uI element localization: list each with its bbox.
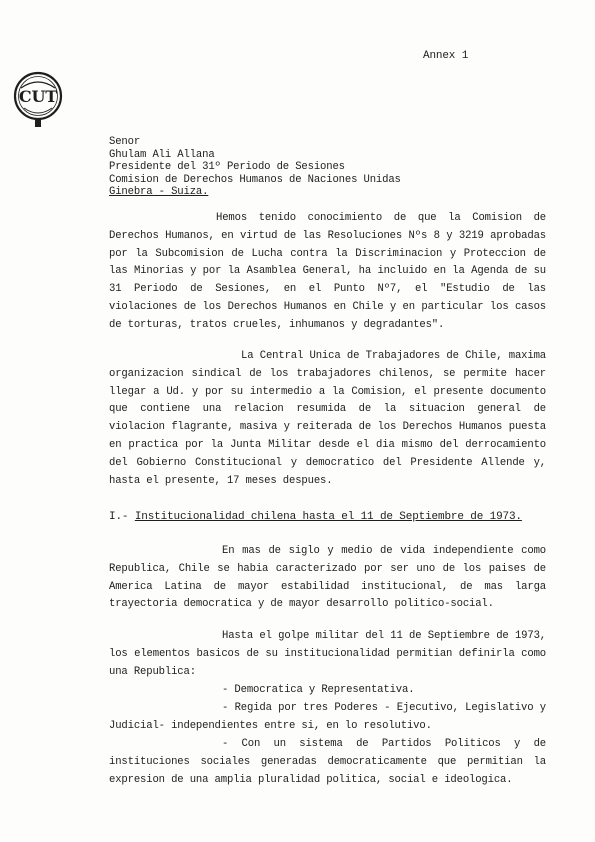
address-line: Presidente del 31º Periodo de Sesiones [109,161,345,174]
address-line-city: Ginebra - Suiza. [109,186,209,199]
paragraph-intro: Hemos tenido conocimiento de que la Comision de Derechos Humanos, en virtud de las Resoluciones Nºs 8 y 3219 aprobadas por la Subcomision de Lucha contra la Discriminacion y Proteccion de las Minorias y por la Asamblea General, ha incluido en la Agenda de su 31 Periodo de Sesiones, en el Punto Nº7, el "Estudio de las violaciones de los Derechos Humanos en Chile y en particular los casos de torturas, tratos crueles, inhumanos y degradantes". [109,212,546,331]
address-line: Ghulam Ali Allana [109,148,215,161]
logo-text: CUT [18,87,58,106]
paragraph-history: En mas de siglo y medio de vida independiente como Republica, Chile se habia caracterizado por ser uno de los paises de America Latina de mayor estabilidad institucional, de mas larga trayectoria democratica y de mayor desarrollo politico-social. [109,545,546,611]
cut-logo-icon [12,68,64,130]
address-line: Comision de Derechos Humanos de Naciones Unidas [109,173,401,186]
address-line: Senor [109,136,141,148]
annex-label: Annex 1 [423,50,469,62]
section-number: I.- [109,511,129,523]
list-item: - Con un sistema de Partidos Politicos y de instituciones sociales generadas democraticamente que permitian la expresion de una amplia pluralidad politica, social e ideologica. [109,738,546,786]
list-item: - Regida por tres Poderes - Ejecutivo, Legislativo y Judicial- independientes entre si, en lo resolutivo. [109,702,546,732]
addressee-block [109,136,401,199]
section-heading [109,511,522,523]
paragraph-cut-presentation: La Central Unica de Trabajadores de Chile, maxima organizacion sindical de los trabajadores chilenos, se permite hacer llegar a Ud. y por su intermedio a la Comision, el presente documento que contiene una relacion resumida de la situacion general de violacion flagrante, masiva y reiterada de los Derechos Humanos puesta en practica por la Junta Militar desde el dia mismo del derrocamiento del Gobierno Constitucional y democratico del Presidente Allende y, hasta el presente, 17 meses despues. [109,350,546,487]
list-item: - Democratica y Representativa. [222,684,415,696]
paragraph-institutions: Hasta el golpe militar del 11 de Septiembre de 1973, los elementos basicos de su institucionalidad permitian definirla como una Republica: [109,630,546,678]
section-title: Institucionalidad chilena hasta el 11 de Septiembre de 1973. [134,511,522,523]
